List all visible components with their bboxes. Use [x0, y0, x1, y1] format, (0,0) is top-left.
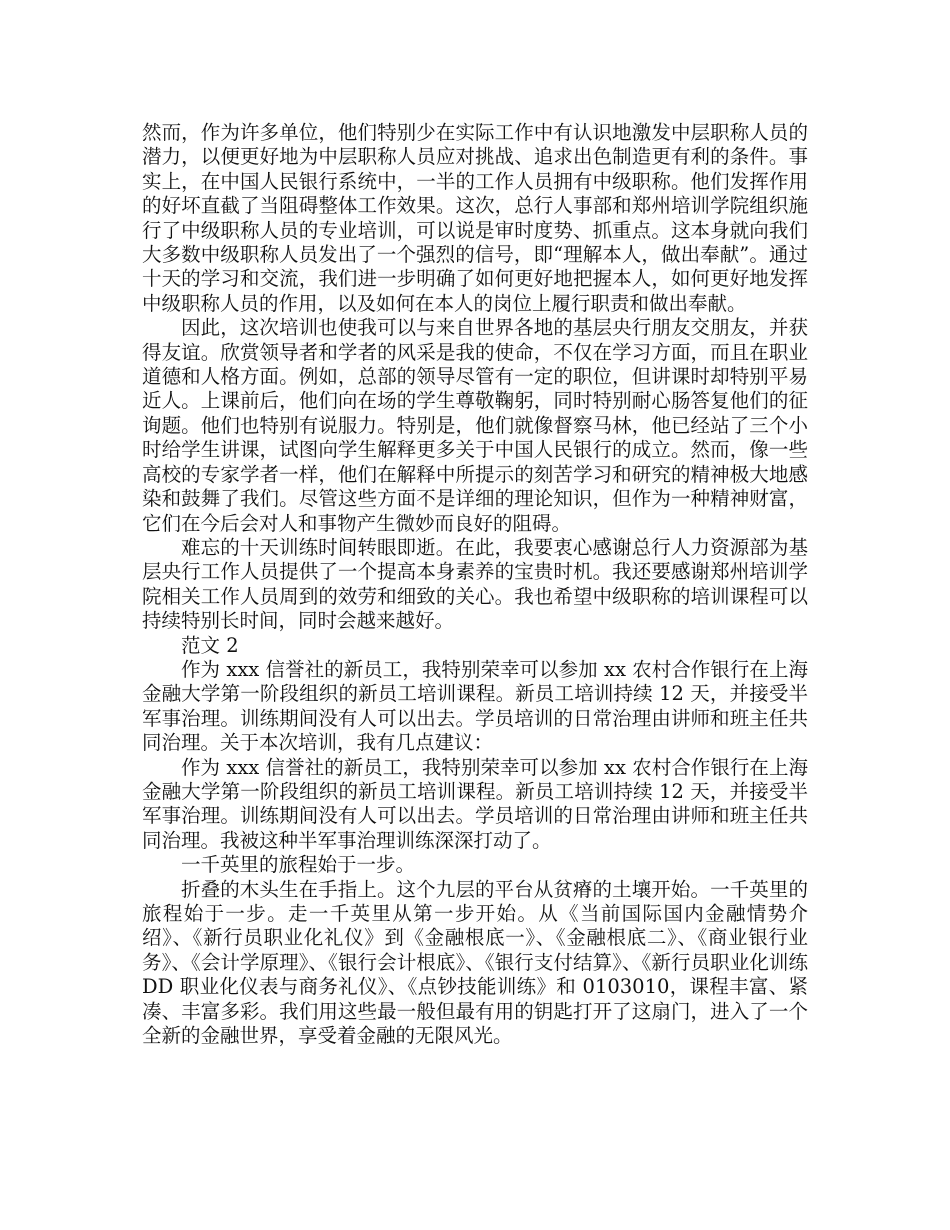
paragraph-7: 一千英里的旅程始于一步。: [181, 853, 416, 877]
section-heading-example-2: 范文 2: [181, 633, 239, 657]
paragraph-5: 作为 xxx 信誉社的新员工，我特别荣幸可以参加 xx 农村合作银行在上海金融大学第一阶段组织的新员工培训课程。新员工培训持续 12 天，并接受半军事治理。训练期间没有人可以出去。学员培训的日常治理由讲师和班主任共同治理。关于本次培训，我有几点建议：: [142, 657, 808, 755]
document-page: [142, 121, 808, 1048]
paragraph-3: 难忘的十天训练时间转眼即逝。在此，我要衷心感谢总行人力资源部为基层央行工作人员提供了一个提高本身素养的宝贵时机。我还要感谢郑州培训学院相关工作人员周到的效劳和细致的关心。我也希望中级职称的培训课程可以持续特别长时间，同时会越来越好。: [142, 535, 808, 633]
paragraph-6: 作为 xxx 信誉社的新员工，我特别荣幸可以参加 xx 农村合作银行在上海金融大学第一阶段组织的新员工培训课程。新员工培训持续 12 天，并接受半军事治理。训练期间没有人可以出去。学员培训的日常治理由讲师和班主任共同治理。我被这种半军事治理训练深深打动了。: [142, 755, 808, 852]
paragraph-1: 然而，作为许多单位，他们特别少在实际工作中有认识地激发中层职称人员的潜力，以便更好地为中层职称人员应对挑战、追求出色制造更有利的条件。事实上，在中国人民银行系统中，一半的工作人员拥有中级职称。他们发挥作用的好坏直截了当阻碍整体工作效果。这次，总行人事部和郑州培训学院组织施行了中级职称人员的专业培训，可以说是审时度势、抓重点。这本身就向我们大多数中级职称人员发出了一个强烈的信号，即“理解本人，做出奉献”。通过十天的学习和交流，我们进一步明确了如何更好地把握本人，如何更好地发挥中级职称人员的作用，以及如何在本人的岗位上履行职责和做出奉献。: [142, 121, 808, 315]
paragraph-2: 因此，这次培训也使我可以与来自世界各地的基层央行朋友交朋友，并获得友谊。欣赏领导者和学者的风采是我的使命，不仅在学习方面，而且在职业道德和人格方面。例如，总部的领导尽管有一定的职位，但讲课时却特别平易近人。上课前后，他们向在场的学生尊敬鞠躬，同时特别耐心肠答复他们的征询题。他们也特别有说服力。特别是，他们就像督察马林，他已经站了三个小时给学生讲课，试图向学生解释更多关于中国人民银行的成立。然而，像一些高校的专家学者一样，他们在解释中所提示的刻苦学习和研究的精神极大地感染和鼓舞了我们。尽管这些方面不是详细的理论知识，但作为一种精神财富，它们在今后会对人和事物产生微妙而良好的阻碍。: [142, 316, 808, 535]
paragraph-8: 折叠的木头生在手指上。这个九层的平台从贫瘠的土壤开始。一千英里的旅程始于一步。走一千英里从第一步开始。从《当前国际国内金融情势介绍》、《新行员职业化礼仪》到《金融根底一》、《金融根底二》、《商业银行业务》、《会计学原理》、《银行会计根底》、《银行支付结算》、《新行员职业化训练 DD 职业化仪表与商务礼仪》、《点钞技能训练》和 0103010，课程丰富、紧凑、丰富多彩。我们用这些最一般但最有用的钥匙打开了这扇门，进入了一个全新的金融世界，享受着金融的无限风光。: [142, 877, 808, 1048]
